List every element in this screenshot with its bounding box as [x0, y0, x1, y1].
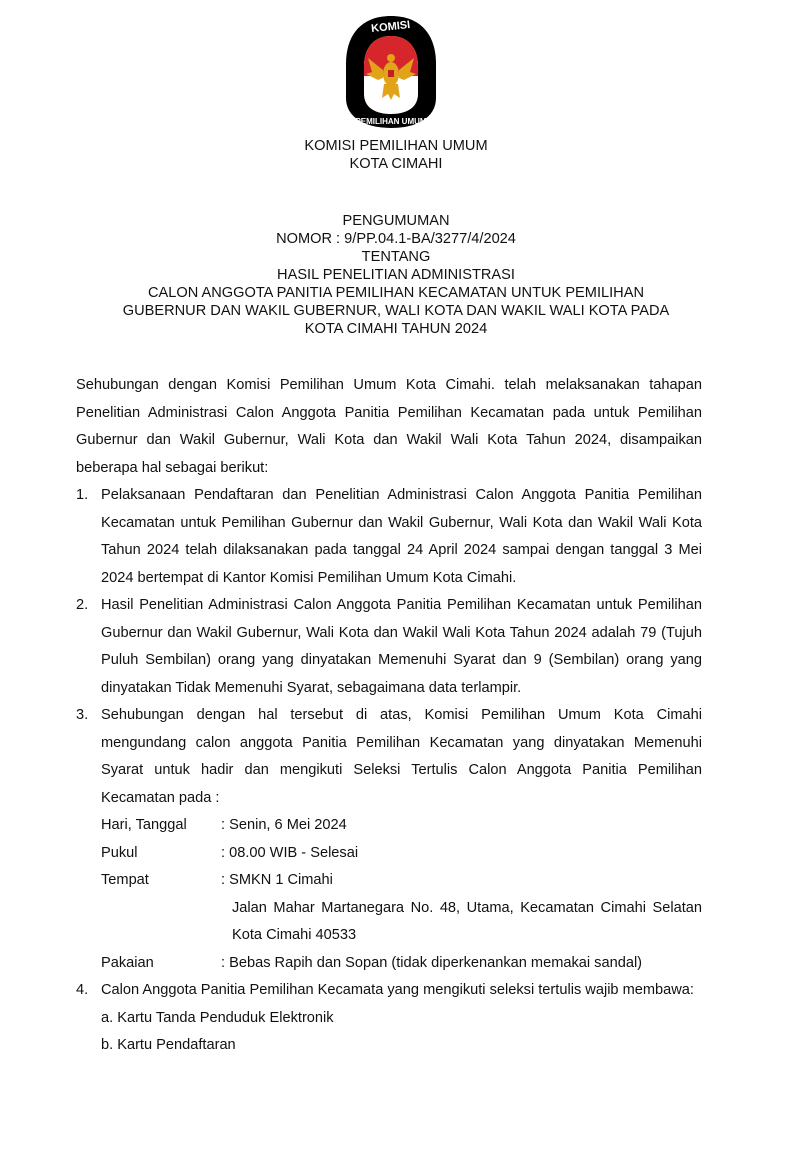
- logo-bottom-text: PEMILIHAN UMUM: [355, 117, 427, 126]
- item-text: Sehubungan dengan hal tersebut di atas, Komisi Pemilihan Umum Kota Cimahi mengundang calon anggota Panitia Pemilihan Kecamatan yang dinyatakan Memenuhi Syarat untuk hadir dan mengikuti Seleksi Tertulis Calon Anggota Panitia Pemilihan Kecamatan pada :: [101, 707, 702, 806]
- schedule-label: Tempat: [101, 872, 149, 888]
- schedule-label: Hari, Tanggal: [101, 817, 187, 833]
- requirement-item: b. Kartu Pendaftaran: [101, 1037, 236, 1053]
- title-line: CALON ANGGOTA PANITIA PEMILIHAN KECAMATAN UNTUK PEMILIHAN: [147, 285, 644, 301]
- org-city: KOTA CIMAHI: [349, 156, 443, 172]
- schedule-label: Pukul: [101, 844, 138, 861]
- list-item: [76, 592, 702, 702]
- schedule-row-place: [101, 867, 702, 895]
- announcement-title: [0, 212, 792, 338]
- item-number: 1.: [76, 487, 89, 503]
- title-line: KOTA CIMAHI TAHUN 2024: [304, 321, 488, 337]
- schedule-row-day: [101, 812, 702, 840]
- organization-header: [0, 137, 792, 173]
- list-item: [76, 482, 702, 592]
- schedule-row-dress: [101, 950, 702, 978]
- title-line: TENTANG: [361, 249, 431, 265]
- title-line: HASIL PENELITIAN ADMINISTRASI: [277, 267, 515, 283]
- title-line: PENGUMUMAN: [342, 213, 450, 229]
- schedule-value: : Senin, 6 Mei 2024: [221, 817, 347, 833]
- list-item: [76, 977, 702, 1060]
- schedule-table: [101, 812, 702, 977]
- item-text: Calon Anggota Panitia Pemilihan Kecamata yang mengikuti seleksi tertulis wajib membawa:: [101, 982, 694, 998]
- item-number: 4.: [76, 982, 89, 998]
- item-text: Pelaksanaan Pendaftaran dan Penelitian Administrasi Calon Anggota Panitia Pemilihan Kecamatan untuk Pemilihan Gubernur dan Wakil Gubernur, Wali Kota dan Wakil Wali Kota Tahun 2024 telah dilaksanakan pada tanggal 24 April 2024 sampai dengan tanggal 3 Mei 2024 bertempat di Kantor Komisi Pemilihan Umum Kota Cimahi.: [101, 487, 702, 586]
- schedule-row-time: [101, 840, 702, 868]
- item-number: 2.: [76, 597, 89, 613]
- announcement-body: [76, 372, 702, 1060]
- kpu-logo: [342, 14, 440, 130]
- item-text: Hasil Penelitian Administrasi Calon Anggota Panitia Pemilihan Kecamatan untuk Pemilihan Gubernur dan Wakil Gubernur, Wali Kota dan Wakil Wali Kota Tahun 2024 adalah 79 (Tujuh Puluh Sembilan) orang yang dinyatakan Memenuhi Syarat dan 9 (Sembilan) orang yang dinyatakan Tidak Memenuhi Syarat, sebagaimana data terlampir.: [101, 597, 702, 696]
- list-item: [76, 702, 702, 977]
- intro-paragraph: Sehubungan dengan Komisi Pemilihan Umum Kota Cimahi. telah melaksanakan tahapan Penelitian Administrasi Calon Anggota Panitia Pemilihan Kecamatan pada untuk Pemilihan Gubernur dan Wakil Gubernur, Wali Kota dan Wakil Wali Kota Tahun 2024, disampaikan beberapa hal sebagai berikut:: [76, 377, 702, 476]
- venue-address: Jalan Mahar Martanegara No. 48, Utama, Kecamatan Cimahi Selatan Kota Cimahi 40533: [232, 899, 702, 943]
- requirement-item: a. Kartu Tanda Penduduk Elektronik: [101, 1009, 334, 1026]
- schedule-value: : Bebas Rapih dan Sopan (tidak diperkenankan memakai sandal): [221, 954, 643, 971]
- schedule-value: : SMKN 1 Cimahi: [221, 872, 333, 888]
- title-line: GUBERNUR DAN WAKIL GUBERNUR, WALI KOTA DAN WAKIL WALI KOTA PADA: [122, 303, 670, 319]
- numbered-list: [76, 482, 702, 1060]
- schedule-value: : 08.00 WIB - Selesai: [221, 844, 359, 861]
- org-name: KOMISI PEMILIHAN UMUM: [304, 138, 488, 154]
- item-number: 3.: [76, 707, 89, 723]
- document-number: NOMOR : 9/PP.04.1-BA/3277/4/2024: [276, 231, 516, 247]
- logo-top-text: KOMISI: [370, 19, 411, 36]
- schedule-label: Pakaian: [101, 954, 154, 971]
